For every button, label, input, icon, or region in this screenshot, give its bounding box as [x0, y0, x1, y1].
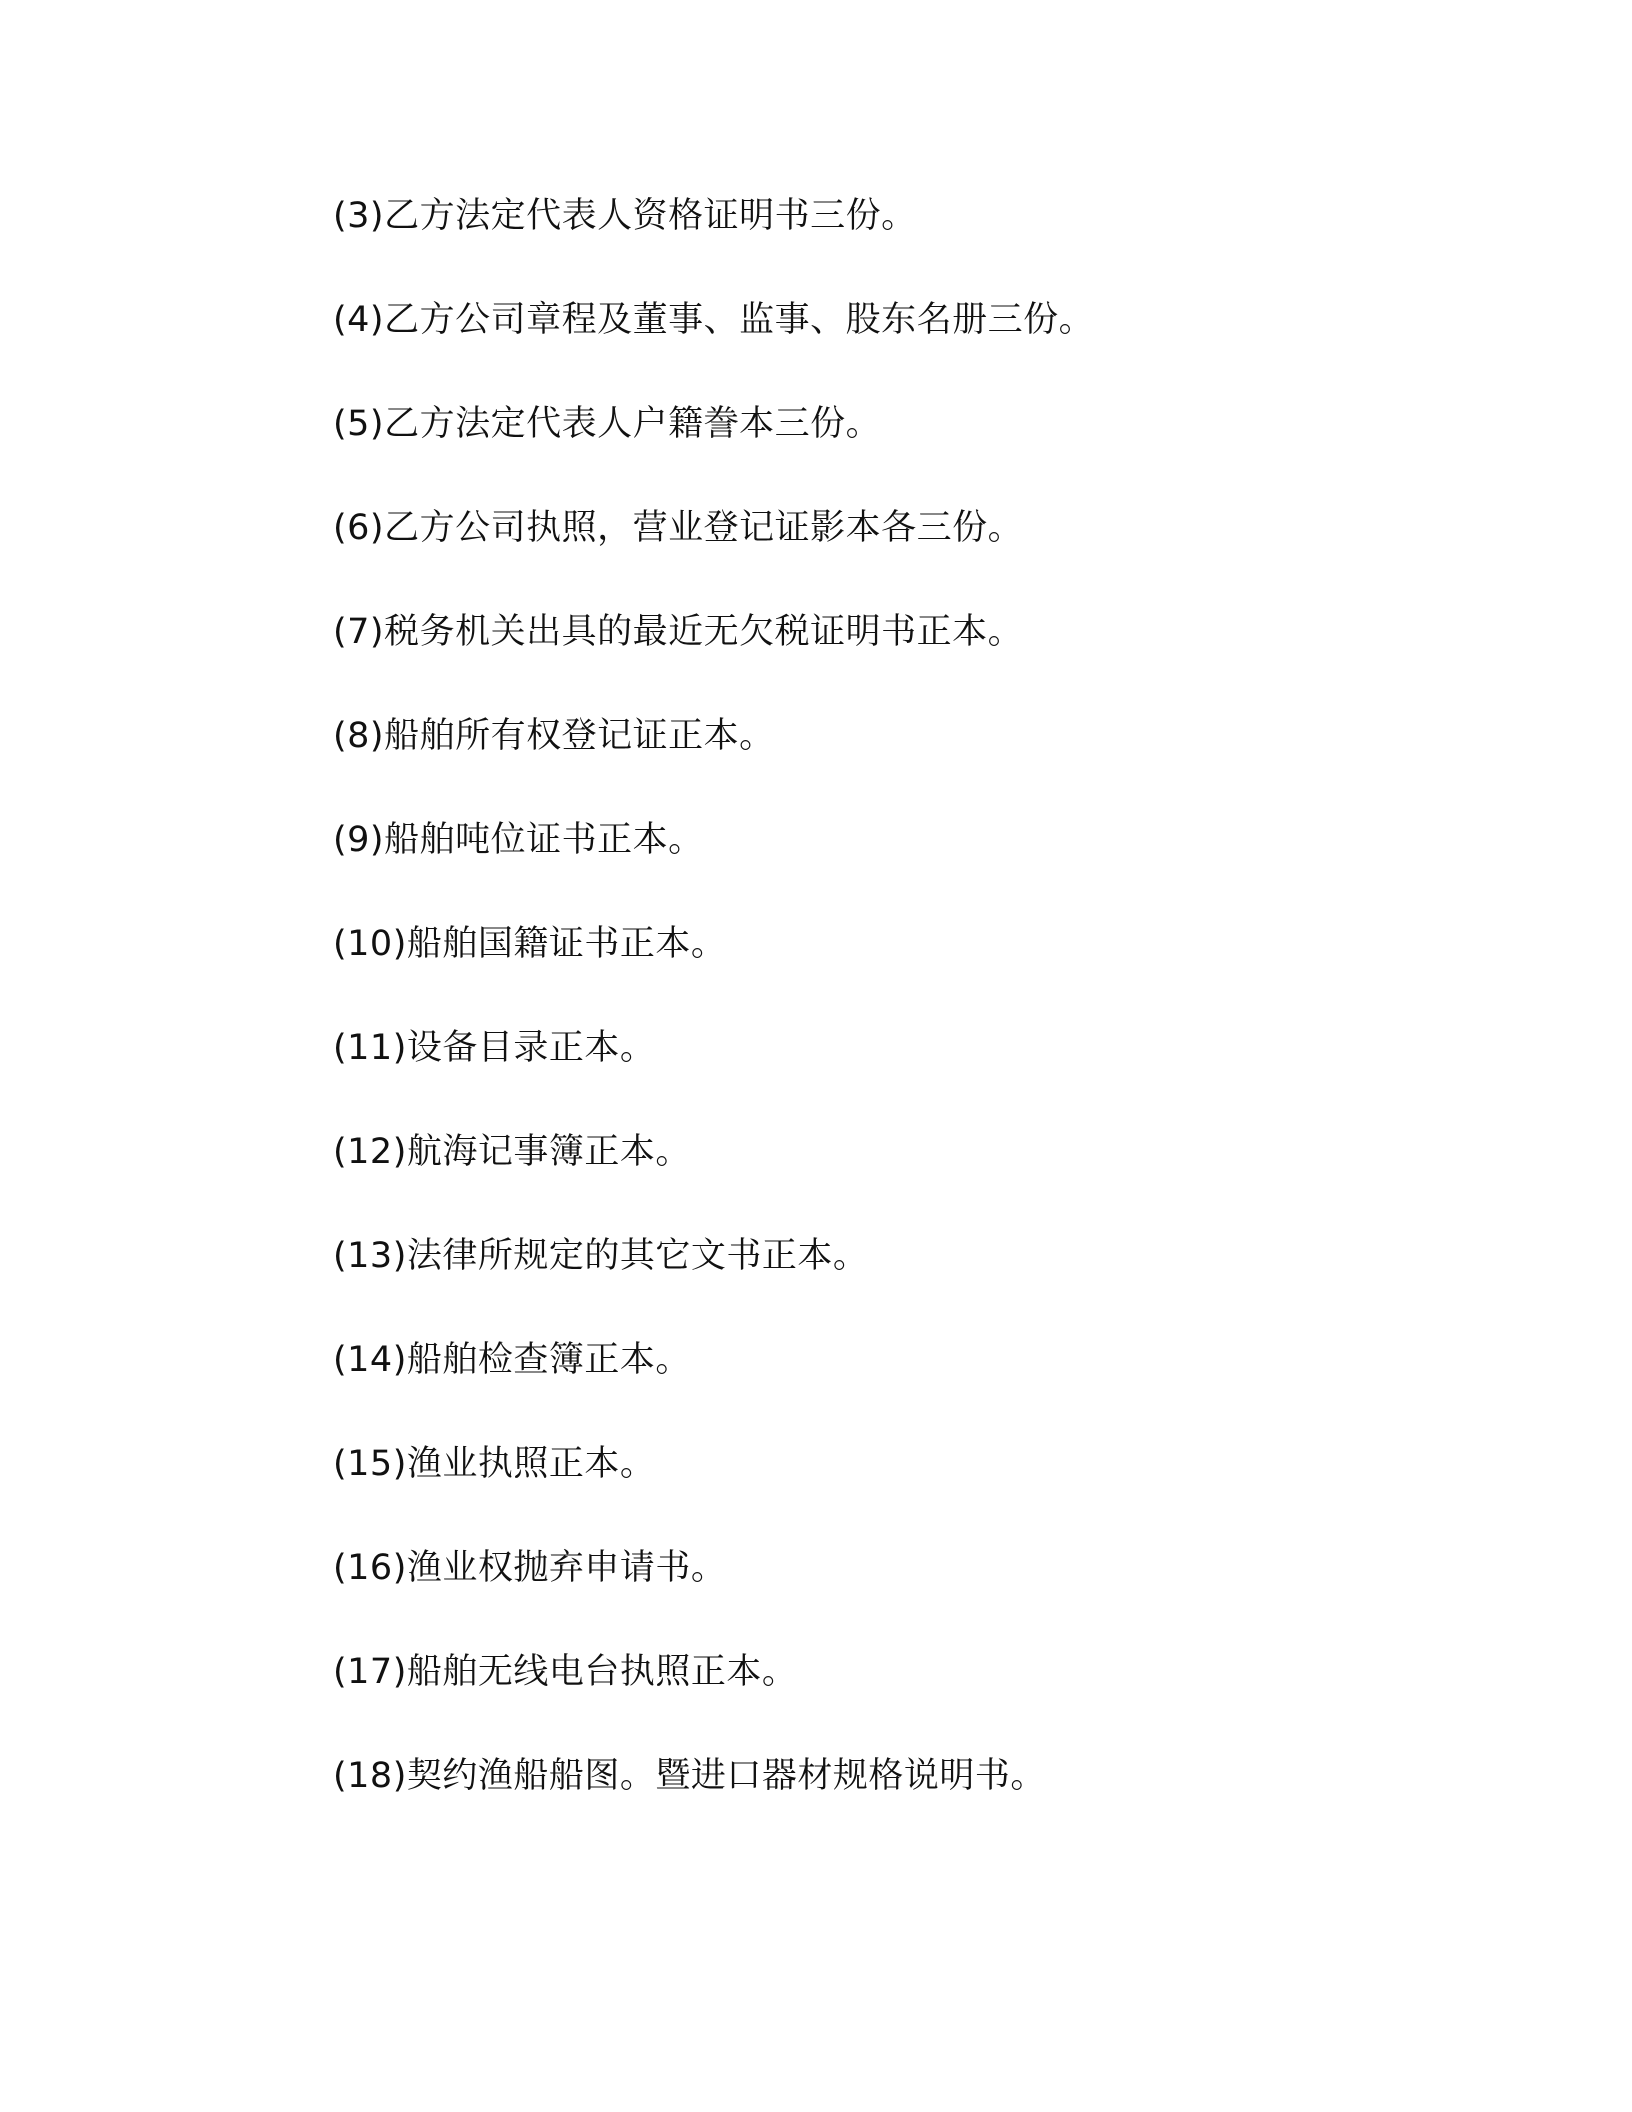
- list-item: (7)税务机关出具的最近无欠税证明书正本。: [333, 612, 1024, 652]
- list-item: (15)渔业执照正本。: [333, 1444, 656, 1484]
- list-item: (5)乙方法定代表人户籍誊本三份。: [333, 404, 882, 444]
- list-item: (13)法律所规定的其它文书正本。: [333, 1236, 869, 1276]
- list-item: (17)船舶无线电台执照正本。: [333, 1652, 798, 1692]
- list-item: (4)乙方公司章程及董事、监事、股东名册三份。: [333, 300, 1095, 340]
- list-item: (12)航海记事簿正本。: [333, 1132, 691, 1172]
- list-item: (9)船舶吨位证书正本。: [333, 820, 704, 860]
- list-item: (8)船舶所有权登记证正本。: [333, 716, 775, 756]
- document-list: [333, 188, 1094, 1852]
- list-item: (11)设备目录正本。: [333, 1028, 656, 1068]
- list-item: (14)船舶检查簿正本。: [333, 1340, 691, 1380]
- list-item: (16)渔业权抛弃申请书。: [333, 1548, 727, 1588]
- list-item: (3)乙方法定代表人资格证明书三份。: [333, 196, 917, 236]
- list-item: (6)乙方公司执照，营业登记证影本各三份。: [333, 508, 1024, 548]
- list-item: (10)船舶国籍证书正本。: [333, 924, 727, 964]
- list-item: (18)契约渔船船图。暨进口器材规格说明书。: [333, 1756, 1046, 1796]
